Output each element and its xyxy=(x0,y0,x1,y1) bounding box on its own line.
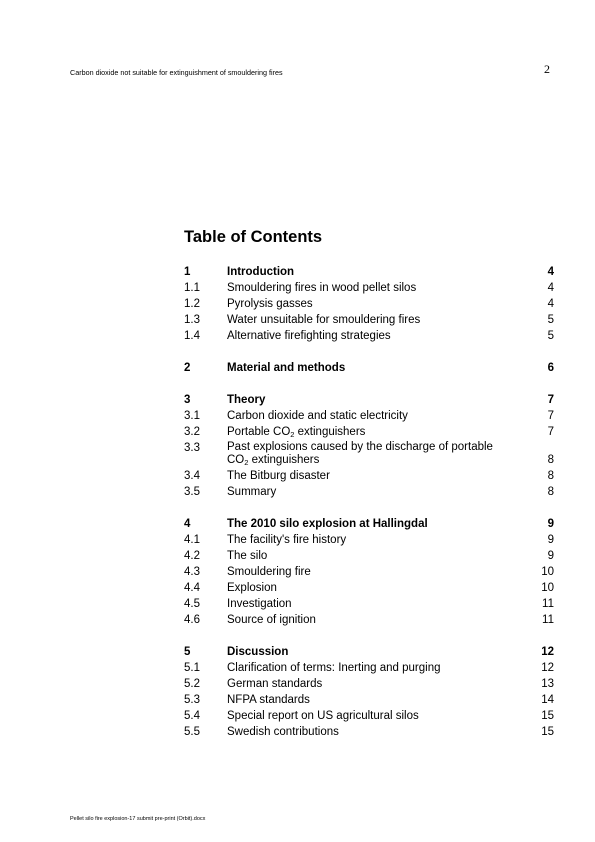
toc-entry[interactable] xyxy=(184,440,554,468)
toc-entry[interactable] xyxy=(184,724,554,740)
toc-entry[interactable] xyxy=(184,296,554,312)
toc-entry-title: Material and methods xyxy=(227,362,346,374)
toc-entry-page: 5 xyxy=(547,314,554,326)
toc-entry-page: 7 xyxy=(547,394,554,406)
toc-entry[interactable] xyxy=(184,532,554,548)
toc-entry[interactable] xyxy=(184,424,554,440)
toc-entry-number: 4.1 xyxy=(184,534,200,546)
toc-entry-title: The Bitburg disaster xyxy=(227,470,330,482)
toc-entry-page: 12 xyxy=(541,662,554,674)
toc-entry-title: Investigation xyxy=(227,598,292,610)
toc-entry[interactable] xyxy=(184,484,554,500)
toc-entry[interactable] xyxy=(184,564,554,580)
toc-entry-title: Smouldering fire xyxy=(227,566,311,578)
toc-entry[interactable] xyxy=(184,516,554,532)
toc-title: Table of Contents xyxy=(184,228,323,246)
section-gap xyxy=(184,376,554,392)
toc-entry-number: 3.1 xyxy=(184,410,200,422)
toc-entry-number: 5.2 xyxy=(184,678,200,690)
toc-entry-page: 9 xyxy=(547,518,554,530)
toc-entry-number: 5 xyxy=(184,646,191,658)
toc-entry-number: 3.3 xyxy=(184,442,200,454)
toc-entry-title: Smouldering fires in wood pellet silos xyxy=(227,282,417,294)
toc-entry-title-part: CO xyxy=(227,454,245,466)
toc-entry-page: 9 xyxy=(547,534,554,546)
toc-entry-title: Clarification of terms: Inerting and purging xyxy=(227,662,441,674)
toc-entry-page: 8 xyxy=(547,486,554,498)
section-gap xyxy=(184,500,554,516)
toc-entry-title xyxy=(227,424,365,440)
toc-entry-title: NFPA standards xyxy=(227,694,310,706)
toc-entry[interactable] xyxy=(184,264,554,280)
toc-entry-page: 9 xyxy=(547,550,554,562)
toc-entry[interactable] xyxy=(184,660,554,676)
toc-entry-number: 5.5 xyxy=(184,726,200,738)
toc-entry-number: 5.4 xyxy=(184,710,200,722)
toc-entry-number: 4.5 xyxy=(184,598,200,610)
toc-entry-title-part: Portable CO xyxy=(227,426,291,438)
section-gap xyxy=(184,628,554,644)
toc-entry-title: Explosion xyxy=(227,582,277,594)
toc-entry-page: 11 xyxy=(542,598,554,610)
toc-entry-number: 4.2 xyxy=(184,550,200,562)
toc-entry-page: 15 xyxy=(541,710,554,722)
page-number: 2 xyxy=(544,62,550,76)
toc-entry-number: 3.5 xyxy=(184,486,200,498)
running-header: Carbon dioxide not suitable for extinguishment of smouldering fires xyxy=(70,68,283,77)
footer-filename: Pellet silo fire explosion-17 submit pre-print (Orbit).docx xyxy=(70,816,206,822)
toc-entry[interactable] xyxy=(184,548,554,564)
toc-entry-number: 3 xyxy=(184,394,191,406)
section-gap xyxy=(184,344,554,360)
toc-entry-number: 4.3 xyxy=(184,566,200,578)
toc-entry-page: 7 xyxy=(547,410,554,422)
toc-entry[interactable] xyxy=(184,328,554,344)
toc-entry[interactable] xyxy=(184,312,554,328)
toc-entry-title: Special report on US agricultural silos xyxy=(227,710,419,722)
toc-entry-number: 4 xyxy=(184,518,191,530)
toc-entry-number: 1 xyxy=(184,266,191,278)
toc-entry-page: 5 xyxy=(547,330,554,342)
toc-entry-page: 4 xyxy=(547,282,554,294)
toc-entry-title: Source of ignition xyxy=(227,614,316,626)
toc-entry[interactable] xyxy=(184,468,554,484)
toc-entry-number: 5.3 xyxy=(184,694,200,706)
subscript: 2 xyxy=(290,430,295,439)
toc-entry-page: 10 xyxy=(541,582,554,594)
toc-entry-title: Pyrolysis gasses xyxy=(227,298,313,310)
toc-entry[interactable] xyxy=(184,612,554,628)
toc-entry-title: Alternative firefighting strategies xyxy=(227,330,391,342)
toc-entry-page: 4 xyxy=(547,298,554,310)
toc-entry-page: 13 xyxy=(541,678,554,690)
toc-entry-title: Summary xyxy=(227,486,277,498)
toc-entry[interactable] xyxy=(184,596,554,612)
toc-entry-title: Introduction xyxy=(227,266,295,278)
toc-entry-number: 3.4 xyxy=(184,470,200,482)
toc-entry-title: The facility's fire history xyxy=(227,534,347,546)
toc-entry-page: 8 xyxy=(547,470,554,482)
toc-entry[interactable] xyxy=(184,644,554,660)
toc-entry-title: The silo xyxy=(227,550,268,562)
toc-entry[interactable] xyxy=(184,280,554,296)
toc-entry-number: 1.4 xyxy=(184,330,200,342)
toc-entry-number: 1.3 xyxy=(184,314,200,326)
toc-entry-page: 15 xyxy=(541,726,554,738)
toc-entry[interactable] xyxy=(184,708,554,724)
toc-entry[interactable] xyxy=(184,676,554,692)
toc-entry-title: Water unsuitable for smouldering fires xyxy=(227,314,421,326)
toc-entry-number: 3.2 xyxy=(184,426,200,438)
toc-entry-number: 2 xyxy=(184,362,191,374)
table-of-contents xyxy=(184,264,554,740)
toc-entry-title: Discussion xyxy=(227,646,289,658)
toc-entry-title: Swedish contributions xyxy=(227,726,339,738)
toc-entry-number: 4.4 xyxy=(184,582,200,594)
toc-entry[interactable] xyxy=(184,408,554,424)
toc-entry-title: The 2010 silo explosion at Hallingdal xyxy=(227,518,428,530)
toc-entry-number: 1.2 xyxy=(184,298,200,310)
toc-entry-title: Carbon dioxide and static electricity xyxy=(227,410,408,422)
toc-entry[interactable] xyxy=(184,580,554,596)
toc-entry-page: 4 xyxy=(547,266,554,278)
toc-entry-title: Theory xyxy=(227,394,266,406)
toc-entry-title xyxy=(227,441,493,467)
subscript: 2 xyxy=(244,458,249,467)
toc-entry-page: 11 xyxy=(542,614,554,626)
toc-entry-page: 8 xyxy=(547,454,554,466)
toc-entry-title-line: Past explosions caused by the discharge of portable xyxy=(227,441,493,453)
toc-entry-page: 12 xyxy=(541,646,554,658)
toc-entry-page: 6 xyxy=(547,362,554,374)
toc-entry[interactable] xyxy=(184,692,554,708)
toc-entry-title-part: extinguishers xyxy=(294,426,366,438)
toc-entry-number: 5.1 xyxy=(184,662,200,674)
toc-entry[interactable] xyxy=(184,360,554,376)
toc-entry-title: German standards xyxy=(227,678,323,690)
toc-entry-page: 10 xyxy=(541,566,554,578)
toc-entry-number: 4.6 xyxy=(184,614,200,626)
toc-entry-number: 1.1 xyxy=(184,282,200,294)
toc-entry-page: 7 xyxy=(547,426,554,438)
toc-entry-page: 14 xyxy=(541,694,554,706)
toc-entry-title-part: extinguishers xyxy=(248,454,320,466)
toc-entry[interactable] xyxy=(184,392,554,408)
